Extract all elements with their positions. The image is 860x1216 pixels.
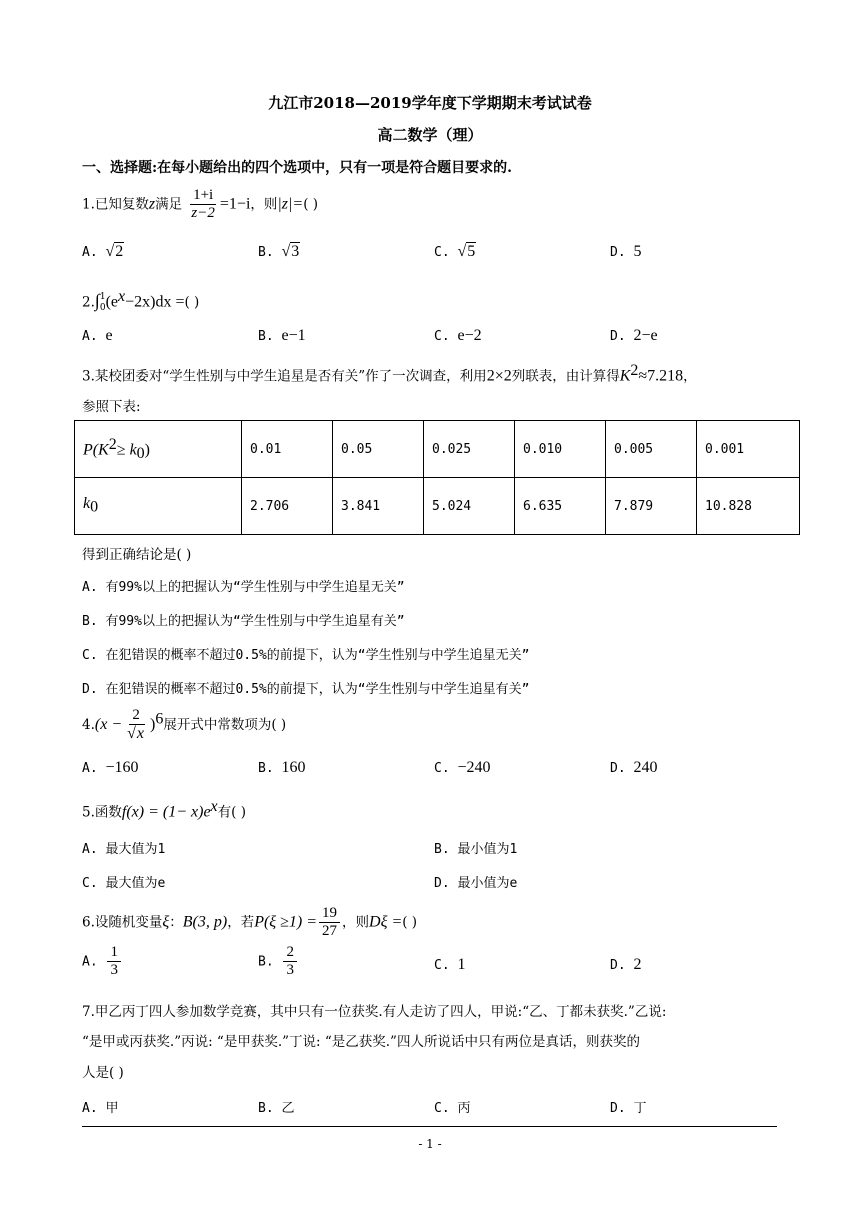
radicand: 2 [115,243,124,260]
radicand: 3 [291,243,300,260]
q4-option-c [434,759,491,777]
q2-upper: 1 [99,292,106,303]
q2-body: (e [105,293,118,311]
q4-sup: 6 [155,710,164,728]
q3-option-a [82,576,405,595]
q1-pre: 1.已知复数 [82,196,149,213]
option-label: A. [82,580,98,595]
q5-pre: 5.函数 [82,804,122,821]
q5-expr: f(x) = (1− x)e [121,803,211,821]
q4-close: ) [150,715,156,733]
q7-line1: 7.甲乙丙丁四人参加数学竞赛，其中只有一位获奖.有人走访了四人，甲说:“乙、丁都未获奖.”乙说: [82,1004,667,1020]
option-text: 在犯错误的概率不超过0.5%的前提下，认为“学生性别与中学生追星无关” [105,648,530,663]
sqrt-symbol: √x [127,725,145,743]
option-label: C. [434,958,450,973]
q1-post: ，则 [250,196,278,213]
q2-option-c [434,327,482,345]
q6-xi: ξ [162,913,170,931]
q6-option-d [610,956,641,974]
radicand: x [136,725,145,743]
option-label: D. [610,761,626,776]
q1-mid: 满足 [155,196,183,213]
option-text: 最小值为e [457,876,518,891]
cell-text: k [83,495,91,513]
page-number: - 1 - [418,1137,442,1151]
q3-k2-val: ≈7.218 [638,367,684,385]
cell-text: ) [144,440,150,458]
option-label: B. [258,245,274,260]
option-label: B. [258,1101,274,1116]
cell-text: P(K [83,440,109,458]
option-value: −160 [105,759,139,776]
table-cell: 0.05 [333,421,424,478]
q2-sup: x [118,288,126,305]
q5-option-b [434,838,517,857]
table-cell: 7.879 [606,478,697,535]
q1-option-a [82,243,124,261]
option-text: 有99%以上的把握认为“学生性别与中学生追星有关” [105,614,405,629]
option-text: 最大值为1 [105,842,166,857]
q3-k2-comma: ， [683,368,697,385]
q2-pre: 2. [82,294,95,311]
option-value: e−1 [281,327,306,344]
option-value: 240 [633,759,658,776]
option-label: A. [82,1101,98,1116]
radicand: 5 [467,243,476,260]
cell-sup: 2 [108,435,117,453]
sqrt-symbol: √5 [457,243,476,260]
q6-option-b [258,944,299,980]
table-row [75,478,800,535]
q6-post: ，则 [342,914,370,931]
option-label: A. [82,954,98,970]
q1-var: z [148,195,156,213]
option-value: 丁 [633,1101,647,1116]
q2-option-b [258,327,306,345]
q6-colon: ： [169,914,183,931]
option-label: D. [610,958,626,973]
q6-frac-num: 19 [319,905,340,923]
footer-divider [82,1126,777,1127]
q3-option-c [82,644,529,663]
option-value: 乙 [281,1101,295,1116]
table-cell: 0.001 [697,421,800,478]
q4-pre: 4. [82,716,95,733]
question-1 [82,187,318,223]
q4-frac-den [124,725,148,743]
q3-line1-a: 3.某校团委对“学生性别与中学生追星是否有关”作了一次调查，利用 [82,368,487,385]
q3-line2: 参照下表: [82,399,141,415]
option-value: e [105,327,113,344]
option-value: 2 [633,956,642,973]
question-4 [82,707,286,744]
q7-option-a [82,1097,119,1116]
option-value: 5 [633,243,642,260]
option-text: 在犯错误的概率不超过0.5%的前提下，认为“学生性别与中学生追星有关” [105,682,530,697]
option-label: C. [434,329,450,344]
q1-option-b [258,243,300,261]
q6-option-a [82,944,123,980]
table-cell: 2.706 [242,478,333,535]
q7-option-c [434,1097,471,1116]
q5-post: 有( ) [217,804,246,821]
cell-text: ≥ k [116,440,137,458]
q7-option-d [610,1097,647,1116]
q6-option-c [434,956,465,974]
q1-frac-den: z−2 [191,205,215,222]
q1-option-d [610,243,641,261]
option-label: C. [434,245,450,260]
option-label: D. [610,245,626,260]
table-cell: 0.005 [606,421,697,478]
option-fraction [107,944,121,980]
option-value: e−2 [457,327,482,344]
frac-den: 3 [110,962,118,979]
q5-option-a [82,838,165,857]
table-cell: 0.025 [424,421,515,478]
q7-line3: 人是( ) [82,1065,124,1081]
q2-lower: 0 [99,303,106,313]
q1-option-c [434,243,476,261]
table-cell: 10.828 [697,478,800,535]
q4-option-d [610,759,657,777]
option-label: D. [82,682,98,697]
option-value: 160 [281,759,306,776]
table-header-cell [75,421,242,478]
option-label: D. [610,1101,626,1116]
option-label: B. [82,614,98,629]
q3-k2-sup: 2 [630,362,639,379]
option-label: C. [434,1101,450,1116]
table-cell: 6.635 [515,478,606,535]
question-2 [82,288,199,314]
q6-dist: B(3, p) [182,913,228,931]
q6-pre: 6.设随机变量 [82,914,163,931]
q6-fraction [319,905,340,941]
q4-open: (x − [94,715,123,733]
q4-frac-num: 2 [129,707,143,725]
option-text: 最大值为e [105,876,166,891]
q7-option-b [258,1097,295,1116]
q3-k2: K [619,367,631,385]
q2-paren: ( ) [184,294,200,311]
cell-sub: 0 [136,444,145,462]
question-6 [82,905,417,941]
q4-fraction [124,707,148,744]
q3-option-b [82,610,405,629]
q2-option-a [82,327,113,345]
q4-post: 展开式中常数项为( ) [163,716,287,733]
q3-line1-b: 2×2 [486,367,512,385]
cell-sub: 0 [90,498,99,516]
q5-sup: x [210,798,218,815]
option-value: 1 [457,956,466,973]
table-cell: 0.010 [515,421,606,478]
table-cell: 5.024 [424,478,515,535]
q2-option-d [610,327,658,345]
frac-num: 1 [107,944,121,962]
option-label: A. [82,761,98,776]
q5-option-c [82,872,165,891]
option-label: B. [258,329,274,344]
q6-frac-den: 27 [322,923,338,940]
q5-option-d [434,872,517,891]
question-3 [82,362,697,386]
q7-line2: “是甲或丙获奖.”丙说: “是甲获奖.”丁说: “是乙获奖.”四人所说话中只有两位是真话，则获奖的 [82,1034,640,1050]
option-value: 丙 [457,1101,471,1116]
question-5 [82,798,246,822]
option-label: B. [258,761,274,776]
table-header-cell [75,478,242,535]
q3-line1-c: 列联表，由计算得 [511,368,620,385]
page-title: 九江市2018—2019学年度下学期期末考试试卷 [268,94,592,112]
option-label: D. [610,329,626,344]
option-value: 甲 [105,1101,119,1116]
table-row [75,421,800,478]
q2-body2: −2x)dx = [125,293,185,311]
integral-icon: ∫ [94,290,100,311]
option-text: 有99%以上的把握认为“学生性别与中学生追星无关” [105,580,405,595]
q3-prompt: 得到正确结论是( ) [82,547,192,563]
q6-mid: ，若 [227,914,255,931]
critical-value-table [74,420,800,535]
option-text: 最小值为1 [457,842,518,857]
option-label: B. [258,954,274,970]
sqrt-symbol: √3 [281,243,300,260]
option-label: C. [82,876,98,891]
sqrt-symbol: √2 [105,243,124,260]
option-label: C. [434,761,450,776]
q3-option-d [82,678,529,697]
frac-num: 2 [283,944,297,962]
q4-option-a [82,759,139,777]
option-label: A. [82,842,98,857]
option-label: A. [82,329,98,344]
q1-frac-num: 1+i [190,187,216,205]
section-heading: 一、选择题:在每小题给出的四个选项中，只有一项是符合题目要求的. [82,160,513,176]
option-label: C. [82,648,98,663]
option-label: D. [434,876,450,891]
q1-fraction [188,187,217,223]
q1-abs: |z|= [277,195,304,213]
table-cell: 3.841 [333,478,424,535]
q6-prob: P(ξ ≥1) = [254,913,318,931]
frac-den: 3 [286,962,294,979]
option-label: A. [82,245,98,260]
q1-rhs: =1−i [219,195,251,213]
q6-paren: ( ) [402,914,418,931]
q4-option-b [258,759,305,777]
q6-dxi: Dξ = [369,913,403,931]
option-label: B. [434,842,450,857]
option-fraction [283,944,297,980]
q1-paren: ( ) [303,196,319,213]
page-subtitle: 高二数学（理） [377,126,483,144]
option-value: 2−e [633,327,658,344]
table-cell: 0.01 [242,421,333,478]
option-value: −240 [457,759,491,776]
